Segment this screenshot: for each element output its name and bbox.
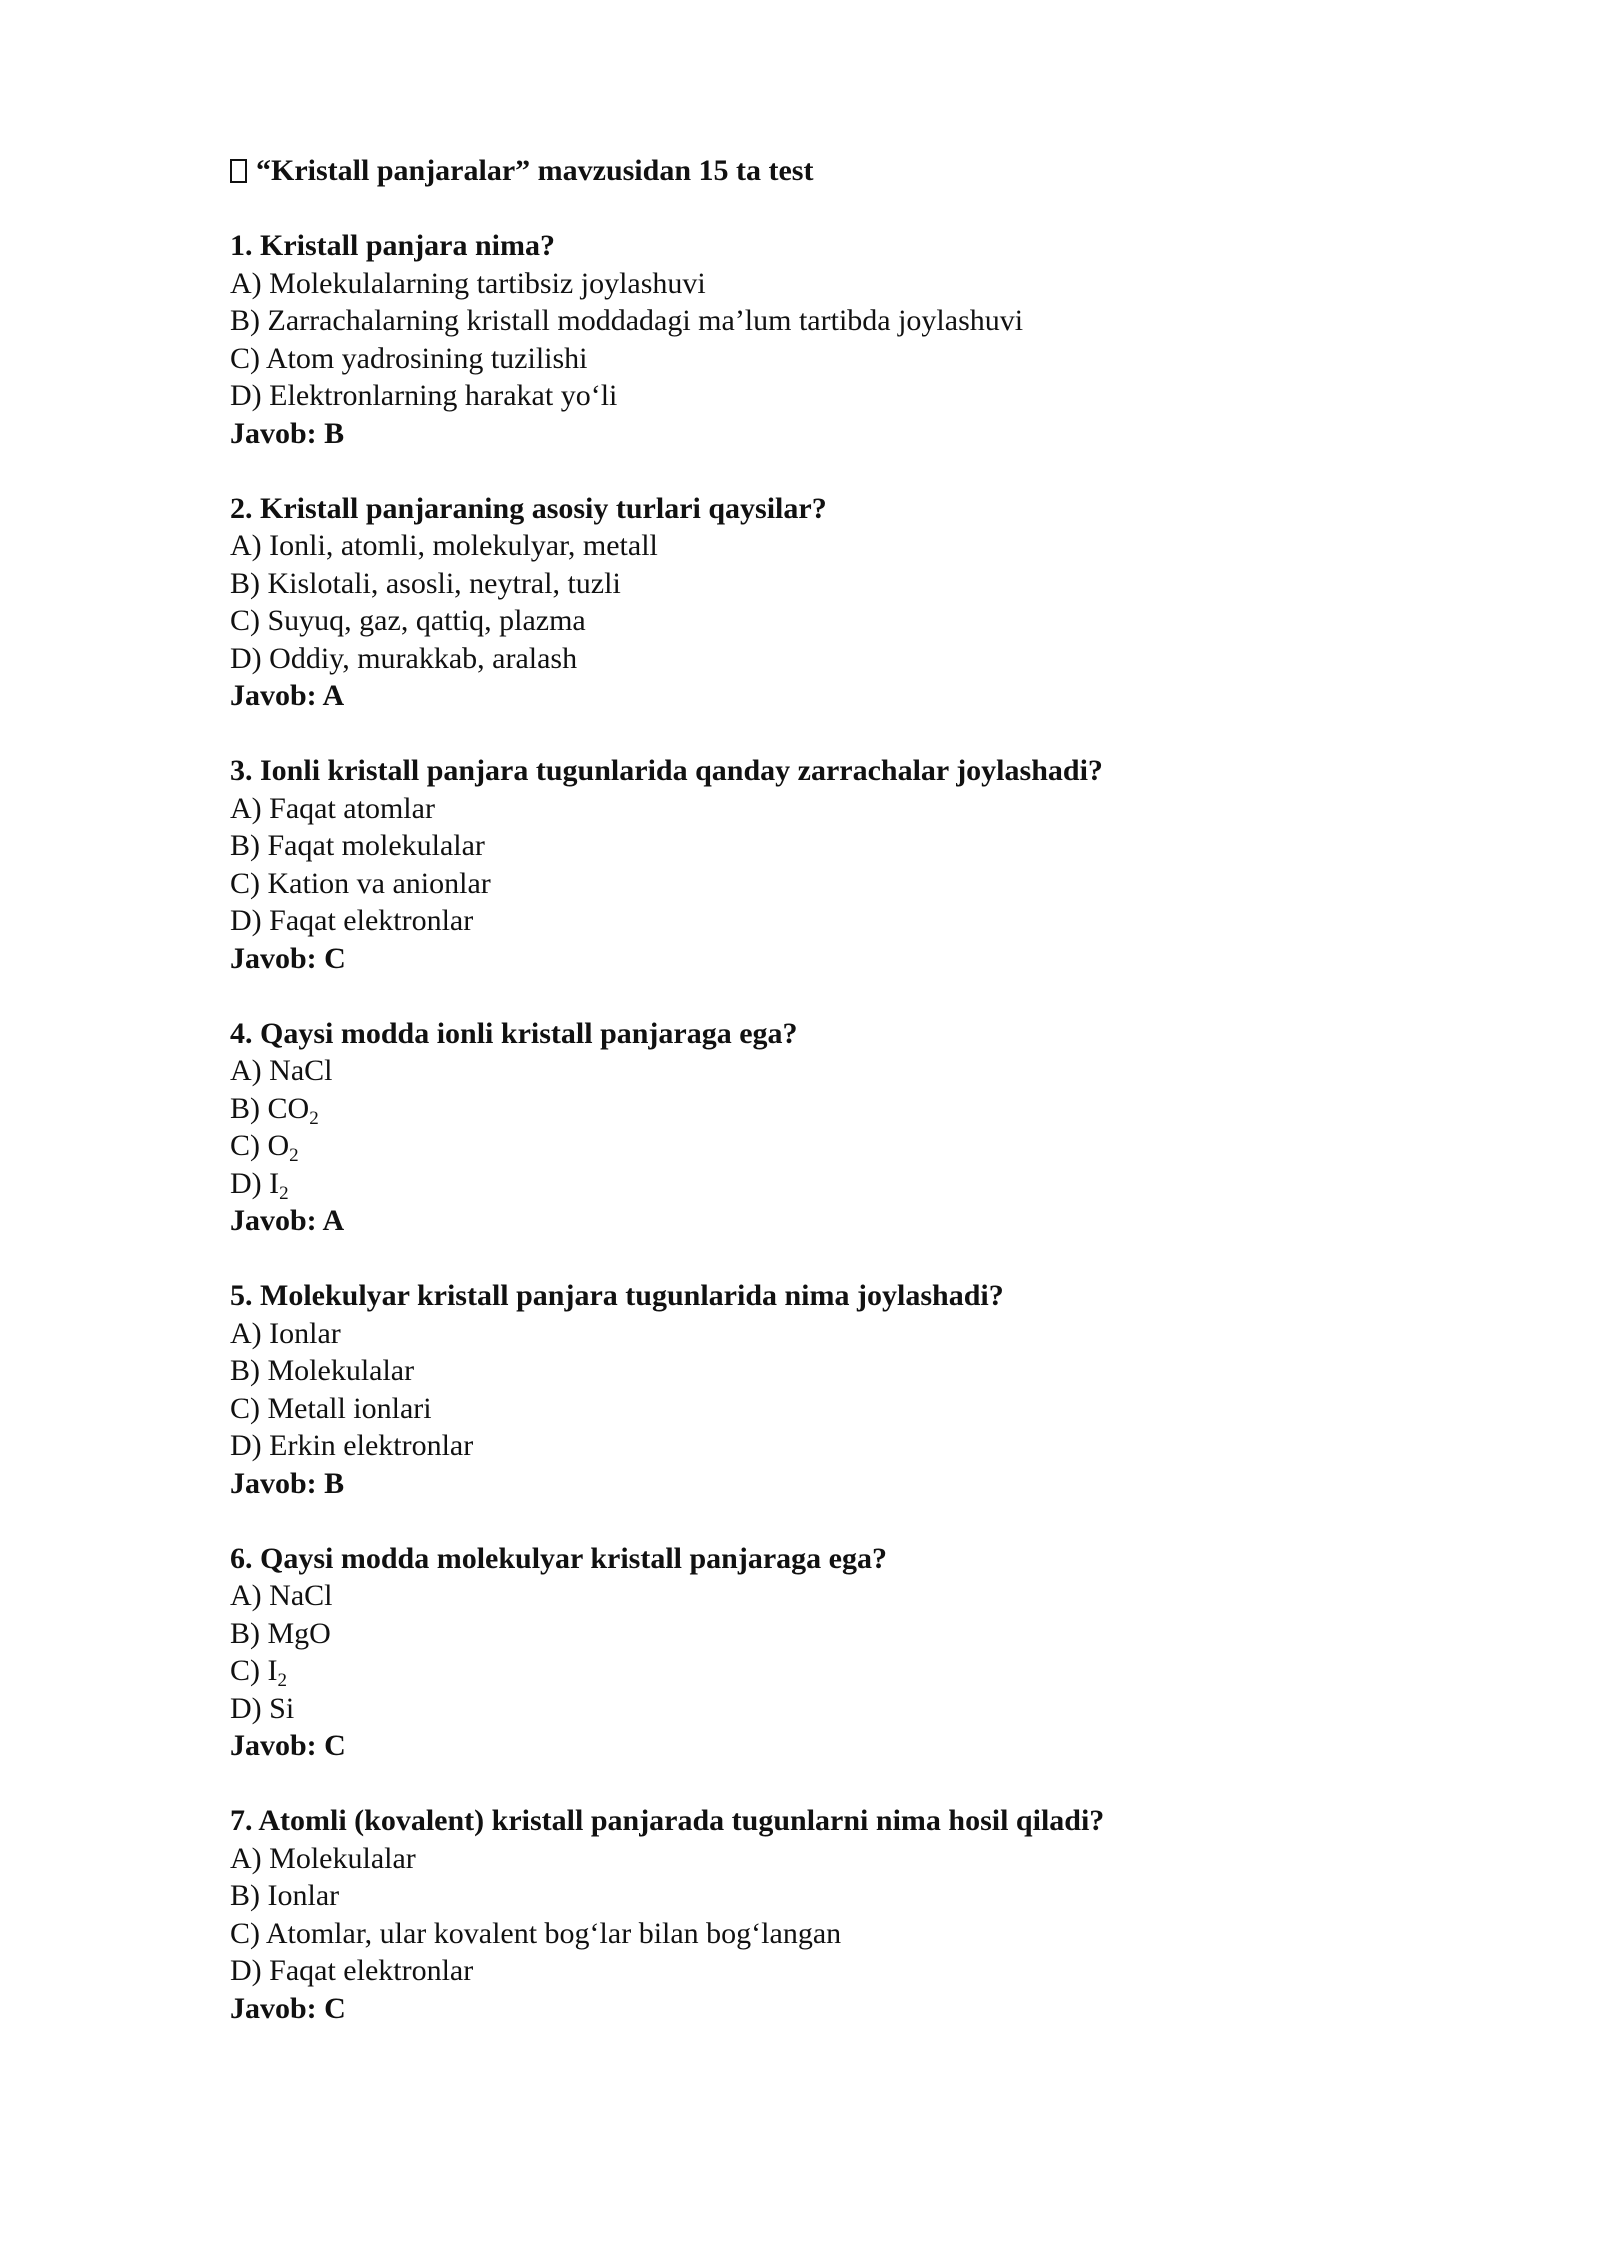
question-7 xyxy=(230,1802,1410,2027)
question-gap xyxy=(230,1240,1410,1278)
option-c: C) Metall ionlari xyxy=(230,1391,432,1425)
question-gap xyxy=(230,1502,1410,1540)
question-3 xyxy=(230,752,1410,977)
option-d: D) Erkin elektronlar xyxy=(230,1429,474,1462)
option-a: A) Faqat atomlar xyxy=(230,791,435,825)
option-subscript: 2 xyxy=(279,1182,289,1204)
option-text: C) I xyxy=(230,1654,278,1687)
option-d xyxy=(230,1690,1410,1728)
question-5 xyxy=(230,1277,1410,1502)
option-text: D) I xyxy=(230,1166,280,1200)
option-a xyxy=(230,1052,1410,1090)
answer-key: Javob: A xyxy=(230,1204,345,1237)
option-text: B) CO xyxy=(230,1091,310,1125)
question-1 xyxy=(230,227,1410,452)
option-b xyxy=(230,1615,1410,1653)
option-text: D) Si xyxy=(230,1691,295,1725)
option-d xyxy=(230,1165,1410,1203)
option-subscript: 2 xyxy=(309,1107,319,1129)
option-a: A) Molekulalarning tartibsiz joylashuvi xyxy=(230,266,706,300)
question-text: 2. Kristall panjaraning asosiy turlari qaysilar? xyxy=(230,491,827,525)
answer-key: Javob: C xyxy=(230,941,346,975)
document-title-text: “Kristall panjaralar” mavzusidan 15 ta test xyxy=(256,154,814,187)
option-c: C) Kation va anionlar xyxy=(230,866,491,900)
option-a: A) Molekulalar xyxy=(230,1841,416,1875)
option-text: A) NaCl xyxy=(230,1054,333,1087)
question-text: 7. Atomli (kovalent) kristall panjarada tugunlarni nima hosil qiladi? xyxy=(230,1804,1105,1837)
option-text: C) O xyxy=(230,1129,290,1162)
option-c: C) Atomlar, ular kovalent bog‘lar bilan bog‘langan xyxy=(230,1916,842,1950)
option-b: B) Faqat molekulalar xyxy=(230,829,485,862)
option-text: A) NaCl xyxy=(230,1579,333,1612)
title-spacer xyxy=(230,190,1410,228)
option-c xyxy=(230,1127,1410,1165)
option-a: A) Ionli, atomli, molekulyar, metall xyxy=(230,529,658,562)
option-b: B) Molekulalar xyxy=(230,1354,415,1387)
option-d: D) Oddiy, murakkab, aralash xyxy=(230,641,578,675)
option-d: D) Faqat elektronlar xyxy=(230,904,474,937)
question-gap xyxy=(230,452,1410,490)
option-d: D) Elektronlarning harakat yo‘li xyxy=(230,379,618,412)
option-a: A) Ionlar xyxy=(230,1316,341,1350)
document-title xyxy=(230,152,1410,190)
answer-key: Javob: B xyxy=(230,1466,345,1500)
option-c: C) Suyuq, gaz, qattiq, plazma xyxy=(230,604,586,637)
question-text: 6. Qaysi modda molekulyar kristall panjaraga ega? xyxy=(230,1541,887,1575)
question-gap xyxy=(230,977,1410,1015)
question-gap xyxy=(230,715,1410,753)
question-text: 4. Qaysi modda ionli kristall panjaraga ega? xyxy=(230,1016,798,1050)
option-b: B) Zarrachalarning kristall moddadagi ma’lum tartibda joylashuvi xyxy=(230,304,1024,337)
option-a xyxy=(230,1577,1410,1615)
option-d: D) Faqat elektronlar xyxy=(230,1954,474,1987)
question-text: 1. Kristall panjara nima? xyxy=(230,229,556,262)
option-subscript: 2 xyxy=(289,1145,299,1166)
option-b xyxy=(230,1090,1410,1128)
option-c: C) Atom yadrosining tuzilishi xyxy=(230,341,588,375)
question-text: 3. Ionli kristall panjara tugunlarida qanday zarrachalar joylashadi? xyxy=(230,754,1103,787)
question-4 xyxy=(230,1015,1410,1240)
option-text: B) MgO xyxy=(230,1616,331,1650)
answer-key: Javob: B xyxy=(230,416,345,450)
missing-glyph-icon xyxy=(230,159,247,183)
question-gap xyxy=(230,1765,1410,1803)
answer-key: Javob: C xyxy=(230,1991,346,2025)
answer-key: Javob: C xyxy=(230,1729,346,1762)
question-text: 5. Molekulyar kristall panjara tugunlarida nima joylashadi? xyxy=(230,1279,1004,1312)
option-c xyxy=(230,1652,1410,1690)
answer-key: Javob: A xyxy=(230,679,345,712)
question-6 xyxy=(230,1540,1410,1765)
option-b: B) Kislotali, asosli, neytral, tuzli xyxy=(230,566,621,600)
document-content xyxy=(230,152,1410,2027)
option-b: B) Ionlar xyxy=(230,1879,340,1912)
option-subscript: 2 xyxy=(277,1670,287,1691)
question-2 xyxy=(230,490,1410,715)
